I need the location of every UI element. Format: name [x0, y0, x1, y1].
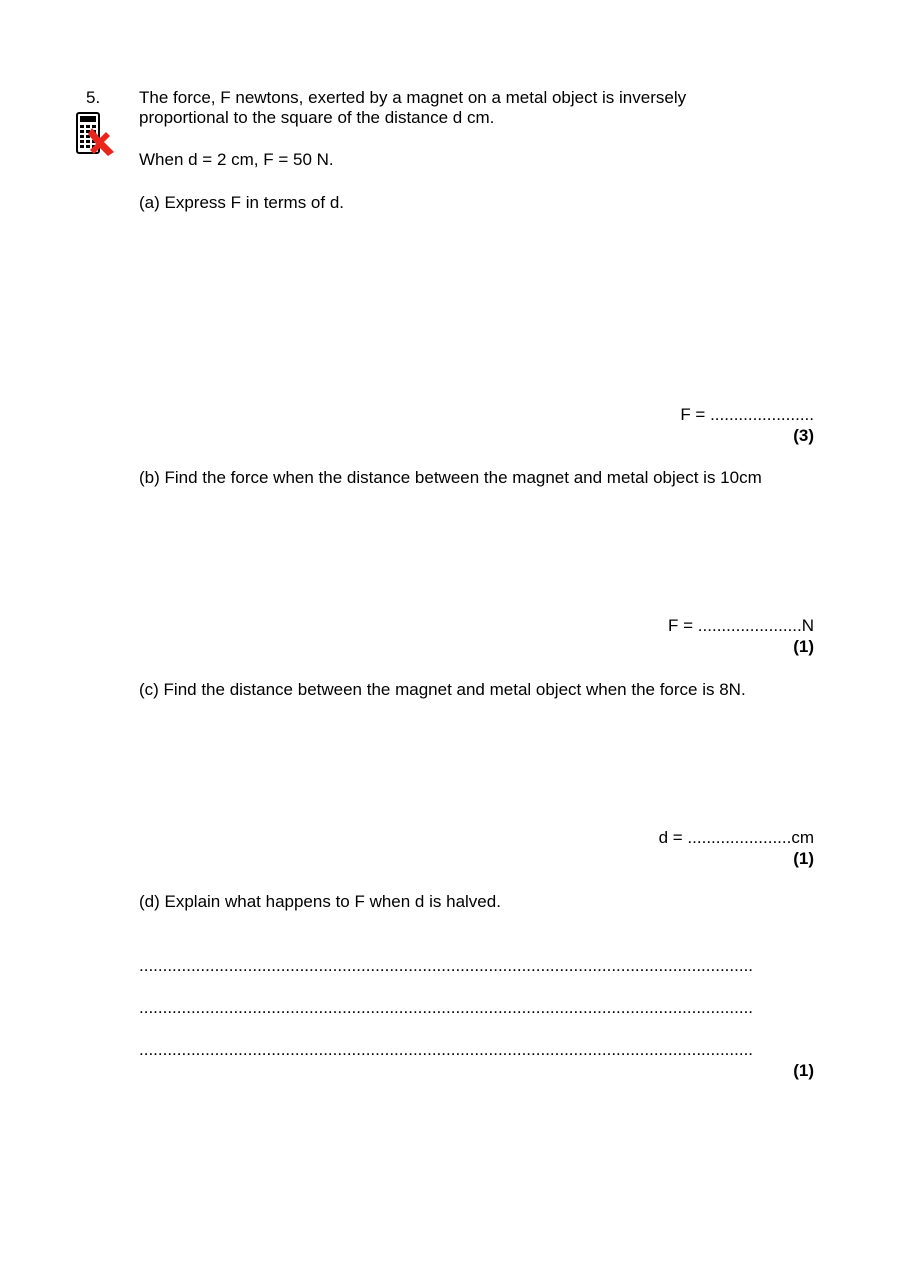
- part-a-answer-line[interactable]: F = ......................: [680, 405, 814, 424]
- question-stem-line1: The force, F newtons, exerted by a magnet on a metal object is inversely: [139, 88, 687, 107]
- part-c-prompt: (c) Find the distance between the magnet and metal object when the force is 8N.: [139, 680, 746, 699]
- part-a-prompt: (a) Express F in terms of d.: [139, 193, 344, 212]
- part-a-marks: (3): [793, 426, 814, 445]
- part-d-answer-line-2[interactable]: ..................................................................................................................................: [139, 998, 754, 1017]
- question-stem-line2: proportional to the square of the distance d cm.: [139, 108, 495, 127]
- part-d-answer-line-1[interactable]: ..................................................................................................................................: [139, 956, 754, 975]
- part-d-answer-line-3[interactable]: ..................................................................................................................................: [139, 1040, 754, 1059]
- calculator-allowed-icon: [76, 112, 116, 158]
- part-d-marks: (1): [793, 1061, 814, 1080]
- part-b-prompt: (b) Find the force when the distance between the magnet and metal object is 10cm: [139, 468, 762, 487]
- given-values: When d = 2 cm, F = 50 N.: [139, 150, 334, 169]
- part-c-marks: (1): [793, 849, 814, 868]
- part-b-answer-line[interactable]: F = ......................N: [668, 616, 814, 635]
- part-d-prompt: (d) Explain what happens to F when d is halved.: [139, 892, 501, 911]
- question-number: 5.: [86, 88, 101, 107]
- part-b-marks: (1): [793, 637, 814, 656]
- part-c-answer-line[interactable]: d = ......................cm: [658, 828, 814, 847]
